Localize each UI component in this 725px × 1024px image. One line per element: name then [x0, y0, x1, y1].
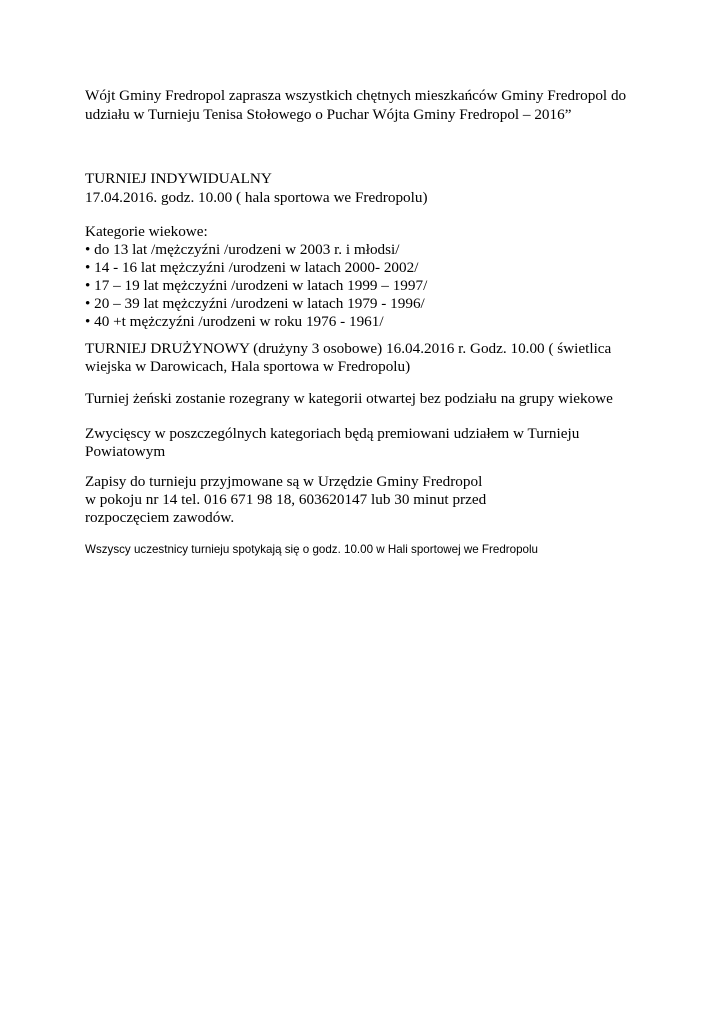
team-line-1: TURNIEJ DRUŻYNOWY (drużyny 3 osobowe) 16.04.2016 r. Godz. 10.00 ( świetlica	[85, 340, 612, 357]
individual-heading: TURNIEJ INDYWIDUALNY	[85, 170, 272, 187]
winners-line-2: Powiatowym	[85, 443, 166, 460]
category-item: • do 13 lat /mężczyźni /urodzeni w 2003 r. i młodsi/	[85, 241, 400, 258]
category-item: • 14 - 16 lat mężczyźni /urodzeni w latach 2000- 2002/	[85, 259, 419, 276]
registration-line-3: rozpoczęciem zawodów.	[85, 509, 235, 526]
category-item: • 40 +t mężczyźni /urodzeni w roku 1976 - 1961/	[85, 313, 384, 330]
registration-line-2: w pokoju nr 14 tel. 016 671 98 18, 603620147 lub 30 minut przed	[85, 491, 487, 508]
women-note: Turniej żeński zostanie rozegrany w kategorii otwartej bez podziału na grupy wiekowe	[85, 390, 613, 407]
registration-line-1: Zapisy do turnieju przyjmowane są w Urzędzie Gminy Fredropol	[85, 473, 483, 490]
intro-line-2: udziału w Turnieju Tenisa Stołowego o Puchar Wójta Gminy Fredropol – 2016”	[85, 106, 572, 123]
footer-note: Wszyscy uczestnicy turnieju spotykają się o godz. 10.00 w Hali sportowej we Fredropolu	[85, 543, 538, 556]
category-item: • 17 – 19 lat mężczyźni /urodzeni w latach 1999 – 1997/	[85, 277, 428, 294]
categories-heading: Kategorie wiekowe:	[85, 223, 208, 240]
winners-line-1: Zwycięscy w poszczególnych kategoriach będą premiowani udziałem w Turnieju	[85, 425, 580, 442]
intro-line-1: Wójt Gminy Fredropol zaprasza wszystkich chętnych mieszkańców Gminy Fredropol do	[85, 87, 627, 104]
individual-date: 17.04.2016. godz. 10.00 ( hala sportowa we Fredropolu)	[85, 189, 428, 206]
category-item: • 20 – 39 lat mężczyźni /urodzeni w latach 1979 - 1996/	[85, 295, 425, 312]
team-line-2: wiejska w Darowicach, Hala sportowa w Fredropolu)	[85, 358, 411, 375]
